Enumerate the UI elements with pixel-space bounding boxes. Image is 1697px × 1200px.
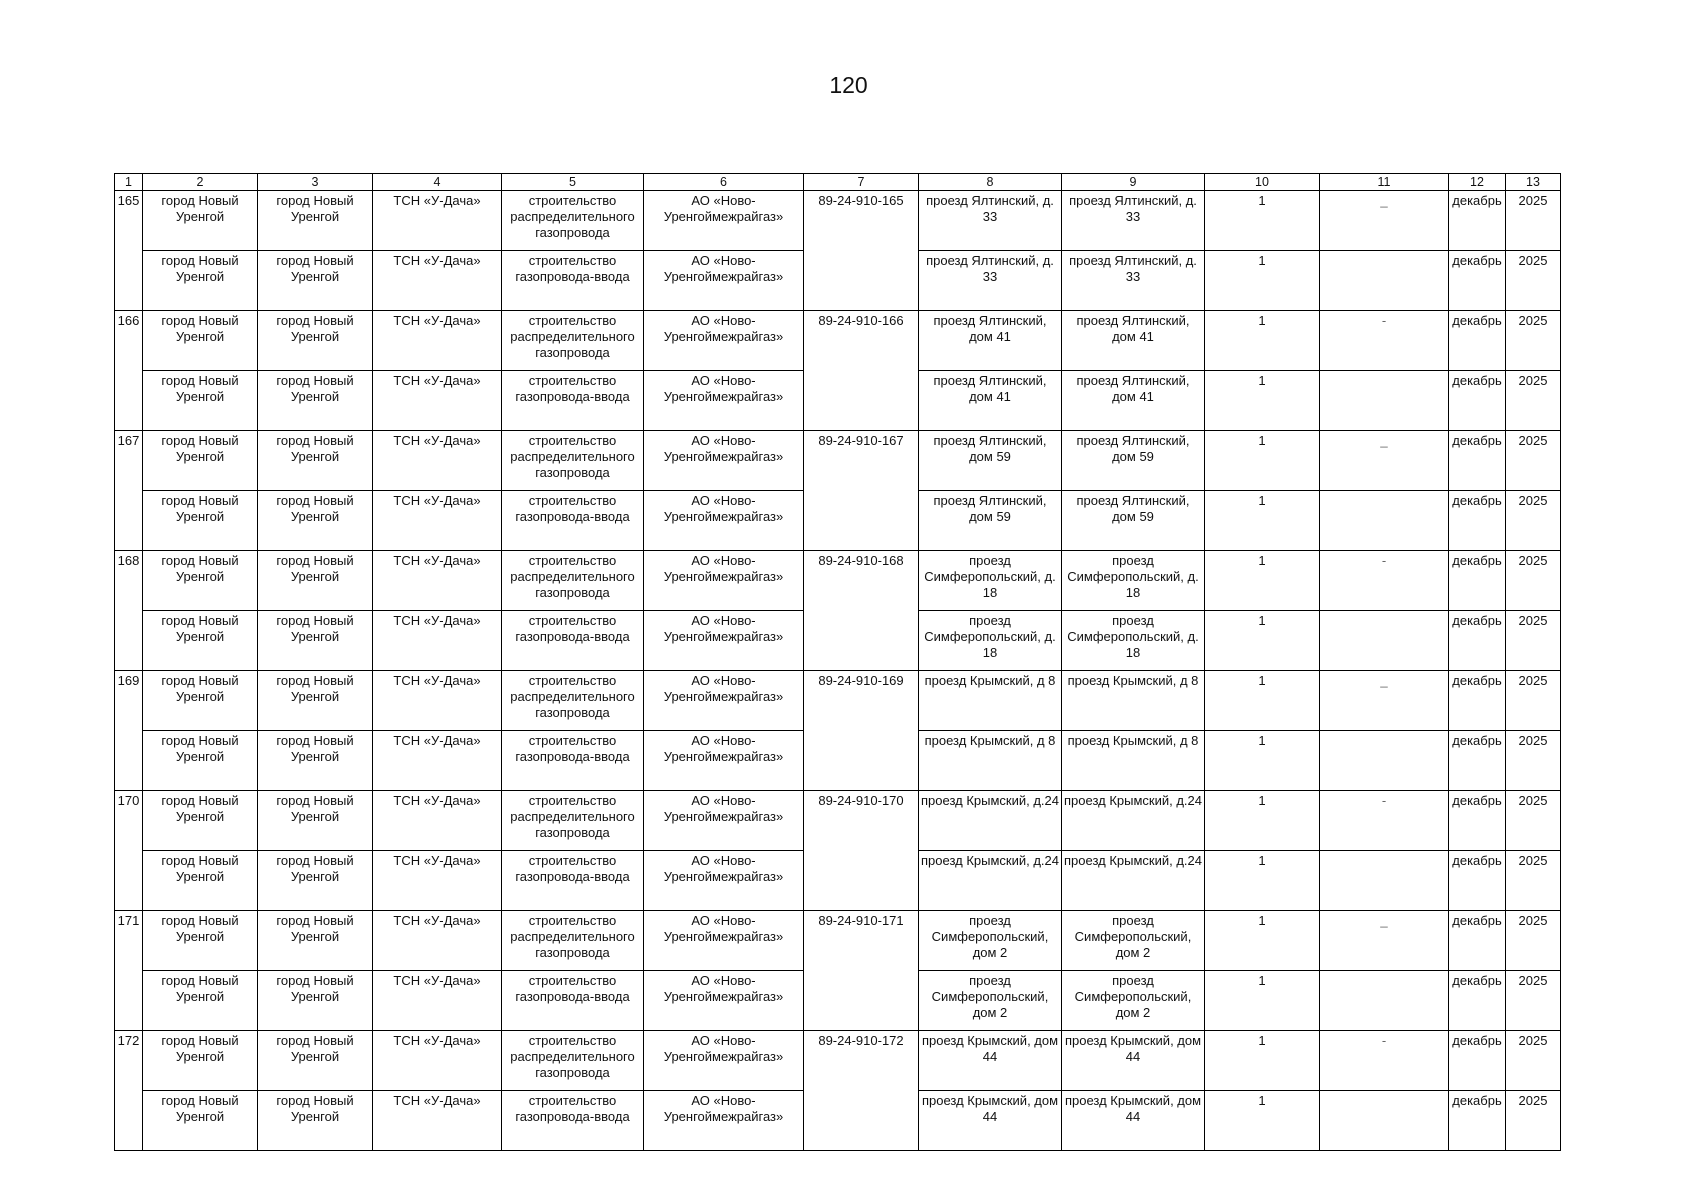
settlement-cell: город Новый Уренгой [143, 371, 258, 431]
record-number-cell: 165 [115, 191, 143, 311]
year-cell: 2025 [1506, 371, 1561, 431]
work-type-cell: строительство распределительного газопровода [502, 431, 644, 491]
column-header-12: 12 [1449, 174, 1506, 191]
month-cell: декабрь [1449, 791, 1506, 851]
column-number-header [115, 174, 1561, 191]
record-number-cell: 171 [115, 911, 143, 1031]
organization-cell: АО «Ново-Уренгоймежрайгаз» [644, 971, 804, 1031]
object-address-cell: проезд Крымский, д 8 [1062, 671, 1205, 731]
register-body [115, 174, 1561, 1151]
year-cell: 2025 [1506, 611, 1561, 671]
note-cell [1320, 611, 1449, 671]
table-row [115, 191, 1561, 251]
cadastral-code-cell: 89-24-910-167 [804, 431, 919, 551]
organization-cell: АО «Ново-Уренгоймежрайгаз» [644, 611, 804, 671]
object-address-cell: проезд Ялтинский, д. 33 [1062, 191, 1205, 251]
year-cell: 2025 [1506, 671, 1561, 731]
settlement-cell: город Новый Уренгой [143, 551, 258, 611]
partnership-cell: ТСН «У-Дача» [373, 971, 502, 1031]
locality-cell: город Новый Уренгой [258, 671, 373, 731]
organization-cell: АО «Ново-Уренгоймежрайгаз» [644, 911, 804, 971]
work-type-cell: строительство распределительного газопровода [502, 311, 644, 371]
partnership-cell: ТСН «У-Дача» [373, 491, 502, 551]
locality-cell: город Новый Уренгой [258, 551, 373, 611]
partnership-cell: ТСН «У-Дача» [373, 311, 502, 371]
cadastral-code-cell: 89-24-910-168 [804, 551, 919, 671]
settlement-cell: город Новый Уренгой [143, 431, 258, 491]
cadastral-code-cell: 89-24-910-166 [804, 311, 919, 431]
address-cell: проезд Крымский, д 8 [919, 671, 1062, 731]
register-table [114, 173, 1561, 1151]
partnership-cell: ТСН «У-Дача» [373, 911, 502, 971]
object-address-cell: проезд Ялтинский, дом 41 [1062, 371, 1205, 431]
table-row [115, 911, 1561, 971]
work-type-cell: строительство газопровода-ввода [502, 371, 644, 431]
work-type-cell: строительство газопровода-ввода [502, 731, 644, 791]
settlement-cell: город Новый Уренгой [143, 311, 258, 371]
work-type-cell: строительство распределительного газопровода [502, 1031, 644, 1091]
partnership-cell: ТСН «У-Дача» [373, 1031, 502, 1091]
year-cell: 2025 [1506, 251, 1561, 311]
year-cell: 2025 [1506, 971, 1561, 1031]
address-cell: проезд Крымский, дом 44 [919, 1031, 1062, 1091]
settlement-cell: город Новый Уренгой [143, 971, 258, 1031]
month-cell: декабрь [1449, 431, 1506, 491]
column-header-6: 6 [644, 174, 804, 191]
table-row [115, 1031, 1561, 1091]
work-type-cell: строительство газопровода-ввода [502, 251, 644, 311]
organization-cell: АО «Ново-Уренгоймежрайгаз» [644, 491, 804, 551]
column-header-7: 7 [804, 174, 919, 191]
table-row [115, 311, 1561, 371]
organization-cell: АО «Ново-Уренгоймежрайгаз» [644, 371, 804, 431]
quantity-cell: 1 [1205, 1091, 1320, 1151]
settlement-cell: город Новый Уренгой [143, 491, 258, 551]
record-number-cell: 168 [115, 551, 143, 671]
address-cell: проезд Крымский, д 8 [919, 731, 1062, 791]
month-cell: декабрь [1449, 191, 1506, 251]
month-cell: декабрь [1449, 731, 1506, 791]
partnership-cell: ТСН «У-Дача» [373, 191, 502, 251]
cadastral-code-cell: 89-24-910-171 [804, 911, 919, 1031]
column-header-5: 5 [502, 174, 644, 191]
locality-cell: город Новый Уренгой [258, 971, 373, 1031]
organization-cell: АО «Ново-Уренгоймежрайгаз» [644, 1031, 804, 1091]
table-row [115, 791, 1561, 851]
organization-cell: АО «Ново-Уренгоймежрайгаз» [644, 191, 804, 251]
month-cell: декабрь [1449, 491, 1506, 551]
locality-cell: город Новый Уренгой [258, 491, 373, 551]
work-type-cell: строительство распределительного газопровода [502, 791, 644, 851]
locality-cell: город Новый Уренгой [258, 251, 373, 311]
object-address-cell: проезд Симферопольский, д. 18 [1062, 611, 1205, 671]
address-cell: проезд Ялтинский, дом 41 [919, 311, 1062, 371]
year-cell: 2025 [1506, 491, 1561, 551]
column-header-3: 3 [258, 174, 373, 191]
address-cell: проезд Ялтинский, дом 41 [919, 371, 1062, 431]
object-address-cell: проезд Крымский, дом 44 [1062, 1031, 1205, 1091]
work-type-cell: строительство газопровода-ввода [502, 1091, 644, 1151]
settlement-cell: город Новый Уренгой [143, 911, 258, 971]
locality-cell: город Новый Уренгой [258, 611, 373, 671]
month-cell: декабрь [1449, 1031, 1506, 1091]
cadastral-code-cell: 89-24-910-170 [804, 791, 919, 911]
partnership-cell: ТСН «У-Дача» [373, 1091, 502, 1151]
year-cell: 2025 [1506, 911, 1561, 971]
table-row [115, 431, 1561, 491]
address-cell: проезд Ялтинский, д. 33 [919, 191, 1062, 251]
note-cell: - [1320, 311, 1449, 371]
partnership-cell: ТСН «У-Дача» [373, 671, 502, 731]
column-header-11: 11 [1320, 174, 1449, 191]
table-row [115, 551, 1561, 611]
settlement-cell: город Новый Уренгой [143, 851, 258, 911]
object-address-cell: проезд Ялтинский, дом 59 [1062, 431, 1205, 491]
object-address-cell: проезд Крымский, д.24 [1062, 791, 1205, 851]
organization-cell: АО «Ново-Уренгоймежрайгаз» [644, 551, 804, 611]
month-cell: декабрь [1449, 971, 1506, 1031]
locality-cell: город Новый Уренгой [258, 191, 373, 251]
quantity-cell: 1 [1205, 1031, 1320, 1091]
column-header-1: 1 [115, 174, 143, 191]
organization-cell: АО «Ново-Уренгоймежрайгаз» [644, 671, 804, 731]
settlement-cell: город Новый Уренгой [143, 1031, 258, 1091]
quantity-cell: 1 [1205, 731, 1320, 791]
organization-cell: АО «Ново-Уренгоймежрайгаз» [644, 251, 804, 311]
column-header-10: 10 [1205, 174, 1320, 191]
note-cell: _ [1320, 911, 1449, 971]
partnership-cell: ТСН «У-Дача» [373, 851, 502, 911]
quantity-cell: 1 [1205, 431, 1320, 491]
quantity-cell: 1 [1205, 371, 1320, 431]
work-type-cell: строительство газопровода-ввода [502, 611, 644, 671]
column-header-13: 13 [1506, 174, 1561, 191]
work-type-cell: строительство распределительного газопровода [502, 911, 644, 971]
locality-cell: город Новый Уренгой [258, 731, 373, 791]
organization-cell: АО «Ново-Уренгоймежрайгаз» [644, 731, 804, 791]
record-number-cell: 170 [115, 791, 143, 911]
quantity-cell: 1 [1205, 551, 1320, 611]
object-address-cell: проезд Крымский, д 8 [1062, 731, 1205, 791]
column-header-9: 9 [1062, 174, 1205, 191]
address-cell: проезд Симферопольский, д. 18 [919, 611, 1062, 671]
year-cell: 2025 [1506, 191, 1561, 251]
note-cell: _ [1320, 191, 1449, 251]
note-cell: - [1320, 1031, 1449, 1091]
settlement-cell: город Новый Уренгой [143, 791, 258, 851]
address-cell: проезд Симферопольский, дом 2 [919, 911, 1062, 971]
partnership-cell: ТСН «У-Дача» [373, 251, 502, 311]
cadastral-code-cell: 89-24-910-169 [804, 671, 919, 791]
cadastral-code-cell: 89-24-910-165 [804, 191, 919, 311]
note-cell: - [1320, 791, 1449, 851]
locality-cell: город Новый Уренгой [258, 1031, 373, 1091]
quantity-cell: 1 [1205, 851, 1320, 911]
column-header-4: 4 [373, 174, 502, 191]
object-address-cell: проезд Симферопольский, дом 2 [1062, 911, 1205, 971]
partnership-cell: ТСН «У-Дача» [373, 551, 502, 611]
quantity-cell: 1 [1205, 971, 1320, 1031]
partnership-cell: ТСН «У-Дача» [373, 731, 502, 791]
quantity-cell: 1 [1205, 671, 1320, 731]
settlement-cell: город Новый Уренгой [143, 1091, 258, 1151]
note-cell: _ [1320, 671, 1449, 731]
quantity-cell: 1 [1205, 911, 1320, 971]
quantity-cell: 1 [1205, 791, 1320, 851]
month-cell: декабрь [1449, 371, 1506, 431]
record-number-cell: 172 [115, 1031, 143, 1151]
month-cell: декабрь [1449, 611, 1506, 671]
locality-cell: город Новый Уренгой [258, 791, 373, 851]
cadastral-code-cell: 89-24-910-172 [804, 1031, 919, 1151]
settlement-cell: город Новый Уренгой [143, 731, 258, 791]
address-cell: проезд Ялтинский, дом 59 [919, 491, 1062, 551]
month-cell: декабрь [1449, 851, 1506, 911]
address-cell: проезд Ялтинский, д. 33 [919, 251, 1062, 311]
object-address-cell: проезд Ялтинский, дом 59 [1062, 491, 1205, 551]
partnership-cell: ТСН «У-Дача» [373, 611, 502, 671]
locality-cell: город Новый Уренгой [258, 911, 373, 971]
record-number-cell: 169 [115, 671, 143, 791]
address-cell: проезд Крымский, д.24 [919, 791, 1062, 851]
table-row [115, 671, 1561, 731]
work-type-cell: строительство газопровода-ввода [502, 971, 644, 1031]
quantity-cell: 1 [1205, 251, 1320, 311]
address-cell: проезд Симферопольский, д. 18 [919, 551, 1062, 611]
settlement-cell: город Новый Уренгой [143, 611, 258, 671]
year-cell: 2025 [1506, 851, 1561, 911]
partnership-cell: ТСН «У-Дача» [373, 371, 502, 431]
quantity-cell: 1 [1205, 311, 1320, 371]
page-number: 120 [829, 72, 868, 98]
month-cell: декабрь [1449, 251, 1506, 311]
address-cell: проезд Ялтинский, дом 59 [919, 431, 1062, 491]
note-cell [1320, 731, 1449, 791]
note-cell [1320, 851, 1449, 911]
year-cell: 2025 [1506, 431, 1561, 491]
note-cell [1320, 1091, 1449, 1151]
note-cell: - [1320, 551, 1449, 611]
settlement-cell: город Новый Уренгой [143, 251, 258, 311]
note-cell: _ [1320, 431, 1449, 491]
month-cell: декабрь [1449, 911, 1506, 971]
column-header-8: 8 [919, 174, 1062, 191]
object-address-cell: проезд Ялтинский, дом 41 [1062, 311, 1205, 371]
address-cell: проезд Симферопольский, дом 2 [919, 971, 1062, 1031]
address-cell: проезд Крымский, дом 44 [919, 1091, 1062, 1151]
quantity-cell: 1 [1205, 191, 1320, 251]
locality-cell: город Новый Уренгой [258, 371, 373, 431]
organization-cell: АО «Ново-Уренгоймежрайгаз» [644, 431, 804, 491]
quantity-cell: 1 [1205, 611, 1320, 671]
month-cell: декабрь [1449, 1091, 1506, 1151]
work-type-cell: строительство распределительного газопровода [502, 671, 644, 731]
organization-cell: АО «Ново-Уренгоймежрайгаз» [644, 1091, 804, 1151]
work-type-cell: строительство распределительного газопровода [502, 191, 644, 251]
note-cell [1320, 251, 1449, 311]
locality-cell: город Новый Уренгой [258, 1091, 373, 1151]
note-cell [1320, 491, 1449, 551]
year-cell: 2025 [1506, 1091, 1561, 1151]
note-cell [1320, 371, 1449, 431]
work-type-cell: строительство газопровода-ввода [502, 851, 644, 911]
month-cell: декабрь [1449, 551, 1506, 611]
year-cell: 2025 [1506, 551, 1561, 611]
note-cell [1320, 971, 1449, 1031]
year-cell: 2025 [1506, 1031, 1561, 1091]
organization-cell: АО «Ново-Уренгоймежрайгаз» [644, 791, 804, 851]
year-cell: 2025 [1506, 791, 1561, 851]
record-number-cell: 166 [115, 311, 143, 431]
settlement-cell: город Новый Уренгой [143, 191, 258, 251]
partnership-cell: ТСН «У-Дача» [373, 791, 502, 851]
work-type-cell: строительство распределительного газопровода [502, 551, 644, 611]
partnership-cell: ТСН «У-Дача» [373, 431, 502, 491]
organization-cell: АО «Ново-Уренгоймежрайгаз» [644, 311, 804, 371]
object-address-cell: проезд Крымский, д.24 [1062, 851, 1205, 911]
locality-cell: город Новый Уренгой [258, 431, 373, 491]
organization-cell: АО «Ново-Уренгоймежрайгаз» [644, 851, 804, 911]
year-cell: 2025 [1506, 731, 1561, 791]
month-cell: декабрь [1449, 671, 1506, 731]
address-cell: проезд Крымский, д.24 [919, 851, 1062, 911]
locality-cell: город Новый Уренгой [258, 311, 373, 371]
object-address-cell: проезд Крымский, дом 44 [1062, 1091, 1205, 1151]
object-address-cell: проезд Симферопольский, д. 18 [1062, 551, 1205, 611]
object-address-cell: проезд Симферопольский, дом 2 [1062, 971, 1205, 1031]
record-number-cell: 167 [115, 431, 143, 551]
month-cell: декабрь [1449, 311, 1506, 371]
work-type-cell: строительство газопровода-ввода [502, 491, 644, 551]
quantity-cell: 1 [1205, 491, 1320, 551]
locality-cell: город Новый Уренгой [258, 851, 373, 911]
object-address-cell: проезд Ялтинский, д. 33 [1062, 251, 1205, 311]
settlement-cell: город Новый Уренгой [143, 671, 258, 731]
year-cell: 2025 [1506, 311, 1561, 371]
column-header-2: 2 [143, 174, 258, 191]
